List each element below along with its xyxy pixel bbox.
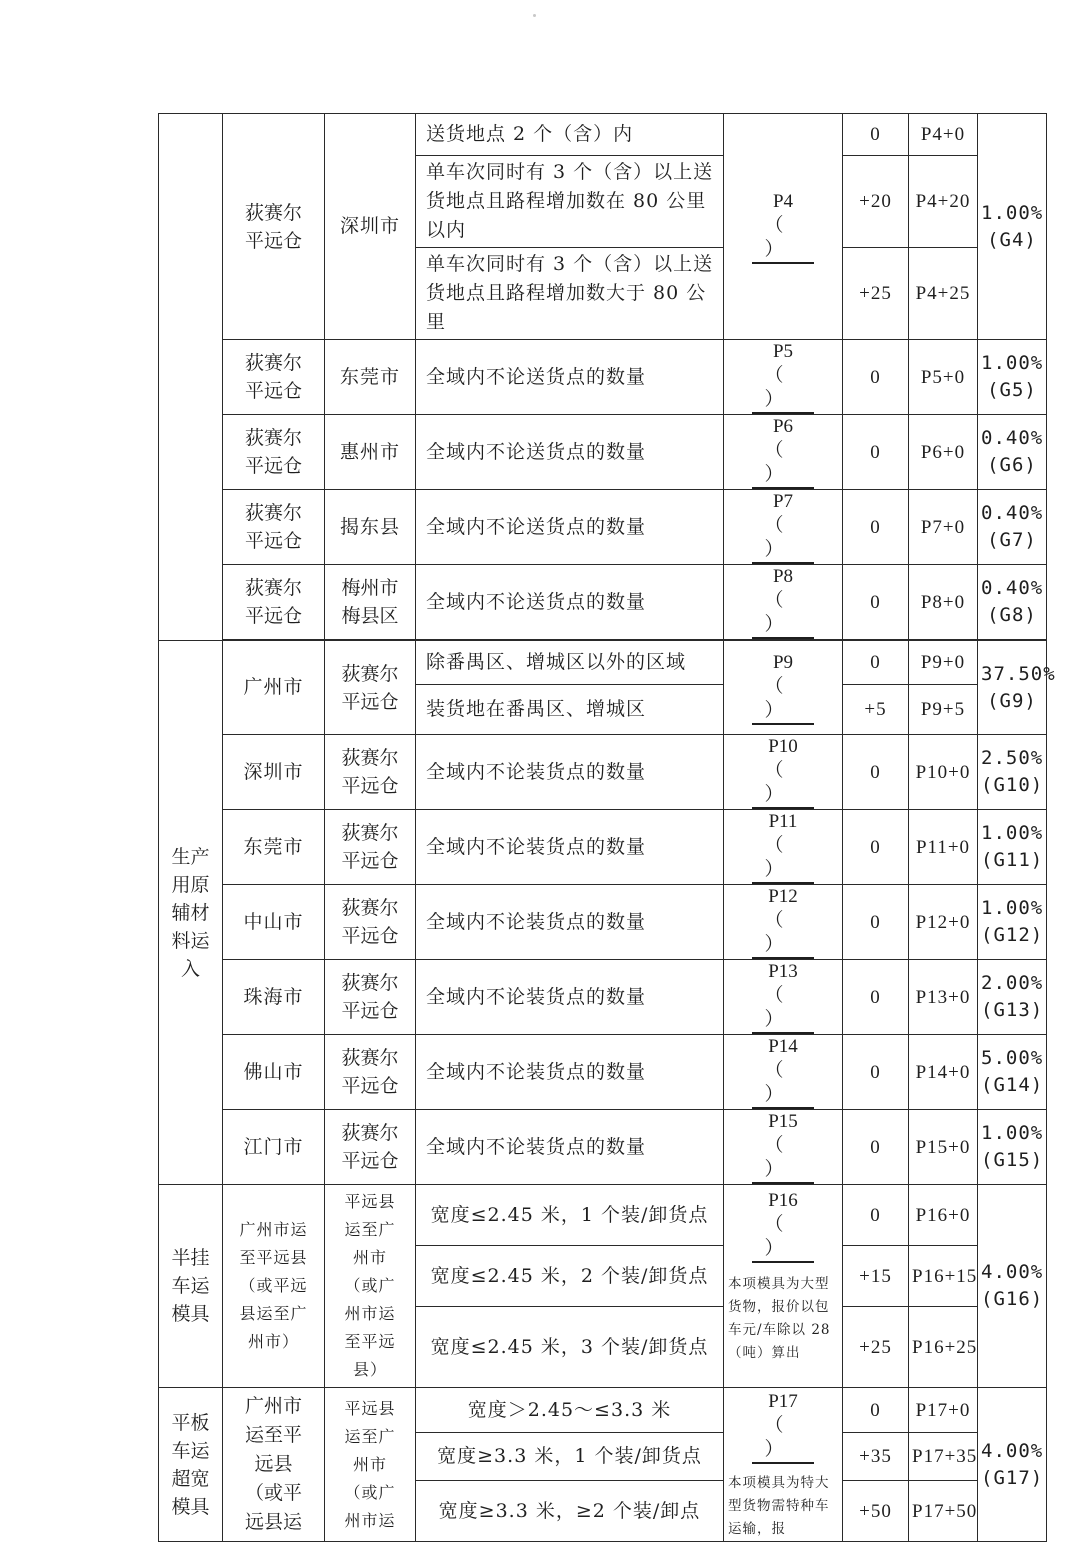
condition-cell: 单车次同时有 3 个（含）以上送货地点且路程增加数在 80 公里以内 xyxy=(416,156,724,248)
table-row xyxy=(159,1035,1047,1110)
condition-cell: 除番禺区、增城区以外的区域 xyxy=(416,641,724,685)
price-code-cell: P4 （ ） xyxy=(724,114,843,340)
formula-cell: P16+0 xyxy=(909,1185,978,1246)
increment-cell: 0 xyxy=(843,735,909,810)
formula-cell: P9+5 xyxy=(909,685,978,735)
weight-cell: 0.40% (G7) xyxy=(978,490,1047,565)
origin-cell: 深圳市 xyxy=(223,735,325,810)
origin-cell: 荻赛尔平远仓 xyxy=(223,565,325,640)
destination-cell: 揭东县 xyxy=(325,490,416,565)
increment-cell: 0 xyxy=(843,114,909,156)
price-blank[interactable]: （ ） xyxy=(752,439,814,489)
price-blank[interactable]: （ ） xyxy=(752,675,814,725)
formula-cell: P6+0 xyxy=(909,415,978,490)
condition-cell: 全域内不论装货点的数量 xyxy=(416,1110,724,1185)
price-code-cell: P6 （ ） xyxy=(724,415,843,490)
formula-cell: P4+0 xyxy=(909,114,978,156)
price-blank[interactable]: （ ） xyxy=(752,984,814,1034)
origin-cell: 佛山市 xyxy=(223,1035,325,1110)
increment-cell: 0 xyxy=(843,885,909,960)
increment-cell: +5 xyxy=(843,685,909,735)
category-cell-continued xyxy=(159,114,223,641)
formula-cell: P4+20 xyxy=(909,156,978,248)
increment-cell: 0 xyxy=(843,1185,909,1246)
table-row xyxy=(159,1185,1047,1246)
condition-cell: 全域内不论送货点的数量 xyxy=(416,340,724,415)
price-code-cell: P12 （ ） xyxy=(724,885,843,960)
condition-cell: 全域内不论装货点的数量 xyxy=(416,1035,724,1110)
destination-cell: 东莞市 xyxy=(325,340,416,415)
table-row xyxy=(159,1110,1047,1185)
price-code-cell: P16 （ ） 本项模具为大型货物，报价以包车元/车除以 28（吨）算出 xyxy=(724,1185,843,1388)
formula-cell: P8+0 xyxy=(909,565,978,640)
condition-cell: 宽度≥3.3 米，1 个装/卸货点 xyxy=(416,1433,724,1481)
weight-cell: 1.00% (G5) xyxy=(978,340,1047,415)
table-row xyxy=(159,340,1047,415)
formula-cell: P15+0 xyxy=(909,1110,978,1185)
price-code-cell: P17 （ ） 本项模具为特大型货物需特种车运输，报 xyxy=(724,1388,843,1542)
category-cell: 生产用原辅材料运入 xyxy=(159,641,223,1185)
condition-cell: 全域内不论送货点的数量 xyxy=(416,415,724,490)
increment-cell: +15 xyxy=(843,1246,909,1307)
price-blank[interactable]: （ ） xyxy=(752,759,814,809)
origin-cell: 荻赛尔平远仓 xyxy=(223,114,325,340)
increment-cell: 0 xyxy=(843,960,909,1035)
price-blank[interactable]: （ ） xyxy=(752,364,814,414)
destination-cell: 梅州市梅县区 xyxy=(325,565,416,640)
weight-cell: 2.50% (G10) xyxy=(978,735,1047,810)
origin-cell: 荻赛尔平远仓 xyxy=(223,415,325,490)
destination-cell: 荻赛尔平远仓 xyxy=(325,1110,416,1185)
condition-cell: 宽度≥3.3 米，≥2 个装/卸点 xyxy=(416,1481,724,1542)
origin-cell: 广州市运至平远县（或平远县运至广州市） xyxy=(223,1185,325,1388)
weight-cell: 0.40% (G8) xyxy=(978,565,1047,640)
formula-cell: P14+0 xyxy=(909,1035,978,1110)
origin-cell: 荻赛尔平远仓 xyxy=(223,490,325,565)
price-blank[interactable]: （ ） xyxy=(752,514,814,564)
price-code-cell: P8 （ ） xyxy=(724,565,843,640)
price-code-cell: P10 （ ） xyxy=(724,735,843,810)
table-row xyxy=(159,565,1047,640)
origin-cell: 广州市运至平远县（或平远县运 xyxy=(223,1388,325,1542)
increment-cell: +50 xyxy=(843,1481,909,1542)
increment-cell: 0 xyxy=(843,415,909,490)
origin-cell: 广州市 xyxy=(223,641,325,735)
table-row xyxy=(159,960,1047,1035)
price-blank[interactable]: （ ） xyxy=(752,1213,814,1263)
price-code-cell: P5 （ ） xyxy=(724,340,843,415)
weight-cell: 1.00% (G4) xyxy=(978,114,1047,340)
origin-cell: 东莞市 xyxy=(223,810,325,885)
increment-cell: +35 xyxy=(843,1433,909,1481)
formula-cell: P5+0 xyxy=(909,340,978,415)
price-blank[interactable]: （ ） xyxy=(752,589,814,639)
formula-cell: P16+15 xyxy=(909,1246,978,1307)
destination-cell: 荻赛尔平远仓 xyxy=(325,735,416,810)
price-code-cell: P15 （ ） xyxy=(724,1110,843,1185)
table-row xyxy=(159,1388,1047,1433)
formula-cell: P4+25 xyxy=(909,248,978,340)
origin-cell: 中山市 xyxy=(223,885,325,960)
increment-cell: 0 xyxy=(843,810,909,885)
category-cell: 平板车运超宽模具 xyxy=(159,1388,223,1542)
condition-cell: 全域内不论装货点的数量 xyxy=(416,810,724,885)
price-blank[interactable]: （ ） xyxy=(752,214,814,264)
destination-cell: 平远县运至广州市（或广州市运 xyxy=(325,1388,416,1542)
origin-cell: 珠海市 xyxy=(223,960,325,1035)
price-code-cell: P13 （ ） xyxy=(724,960,843,1035)
weight-cell: 4.00% (G17) xyxy=(978,1388,1047,1542)
price-code-cell: P7 （ ） xyxy=(724,490,843,565)
increment-cell: 0 xyxy=(843,490,909,565)
weight-cell: 5.00% (G14) xyxy=(978,1035,1047,1110)
condition-cell: 宽度≤2.45 米，3 个装/卸货点 xyxy=(416,1307,724,1388)
price-code-cell: P14 （ ） xyxy=(724,1035,843,1110)
weight-cell: 2.00% (G13) xyxy=(978,960,1047,1035)
weight-cell: 1.00% (G12) xyxy=(978,885,1047,960)
increment-cell: +25 xyxy=(843,248,909,340)
formula-cell: P17+0 xyxy=(909,1388,978,1433)
formula-cell: P12+0 xyxy=(909,885,978,960)
increment-cell: +25 xyxy=(843,1307,909,1388)
condition-cell: 全域内不论送货点的数量 xyxy=(416,490,724,565)
formula-cell: P13+0 xyxy=(909,960,978,1035)
weight-cell: 1.00% (G15) xyxy=(978,1110,1047,1185)
origin-cell: 荻赛尔平远仓 xyxy=(223,340,325,415)
destination-cell: 荻赛尔平远仓 xyxy=(325,960,416,1035)
condition-cell: 全域内不论装货点的数量 xyxy=(416,885,724,960)
price-code-cell: P11 （ ） xyxy=(724,810,843,885)
formula-cell: P9+0 xyxy=(909,641,978,685)
category-cell: 半挂车运模具 xyxy=(159,1185,223,1388)
condition-cell: 单车次同时有 3 个（含）以上送货地点且路程增加数大于 80 公里 xyxy=(416,248,724,340)
destination-cell: 深圳市 xyxy=(325,114,416,340)
formula-cell: P10+0 xyxy=(909,735,978,810)
formula-cell: P11+0 xyxy=(909,810,978,885)
price-blank[interactable]: （ ） xyxy=(752,1059,814,1109)
increment-cell: 0 xyxy=(843,1035,909,1110)
table-row xyxy=(159,114,1047,156)
weight-cell: 37.50% (G9) xyxy=(978,641,1047,735)
destination-cell: 平远县运至广州市（或广州市运至平远县） xyxy=(325,1185,416,1388)
price-code-cell: P9 （ ） xyxy=(724,641,843,735)
condition-cell: 宽度≤2.45 米，2 个装/卸货点 xyxy=(416,1246,724,1307)
condition-cell: 全域内不论装货点的数量 xyxy=(416,960,724,1035)
table-row xyxy=(159,641,1047,685)
price-blank[interactable]: （ ） xyxy=(752,1414,814,1464)
condition-cell: 全域内不论送货点的数量 xyxy=(416,565,724,640)
formula-cell: P16+25 xyxy=(909,1307,978,1388)
condition-cell: 宽度＞2.45～≤3.3 米 xyxy=(416,1388,724,1433)
price-blank[interactable]: （ ） xyxy=(752,834,814,884)
table-row xyxy=(159,885,1047,960)
origin-cell: 江门市 xyxy=(223,1110,325,1185)
increment-cell: 0 xyxy=(843,1110,909,1185)
scan-speck xyxy=(533,14,536,17)
table-row xyxy=(159,415,1047,490)
formula-cell: P17+35 xyxy=(909,1433,978,1481)
formula-cell: P7+0 xyxy=(909,490,978,565)
freight-price-table xyxy=(158,113,1056,1542)
table-row xyxy=(159,735,1047,810)
destination-cell: 荻赛尔平远仓 xyxy=(325,885,416,960)
destination-cell: 荻赛尔平远仓 xyxy=(325,641,416,735)
weight-cell: 1.00% (G11) xyxy=(978,810,1047,885)
increment-cell: 0 xyxy=(843,340,909,415)
table-row xyxy=(159,490,1047,565)
condition-cell: 送货地点 2 个（含）内 xyxy=(416,114,724,156)
destination-cell: 荻赛尔平远仓 xyxy=(325,1035,416,1110)
increment-cell: 0 xyxy=(843,641,909,685)
increment-cell: 0 xyxy=(843,565,909,640)
condition-cell: 装货地在番禺区、增城区 xyxy=(416,685,724,735)
increment-cell: 0 xyxy=(843,1388,909,1433)
destination-cell: 荻赛尔平远仓 xyxy=(325,810,416,885)
weight-cell: 0.40% (G6) xyxy=(978,415,1047,490)
price-blank[interactable]: （ ） xyxy=(752,1134,814,1184)
increment-cell: +20 xyxy=(843,156,909,248)
condition-cell: 全域内不论装货点的数量 xyxy=(416,735,724,810)
destination-cell: 惠州市 xyxy=(325,415,416,490)
weight-cell: 4.00% (G16) xyxy=(978,1185,1047,1388)
table-row xyxy=(159,810,1047,885)
formula-cell: P17+50 xyxy=(909,1481,978,1542)
price-blank[interactable]: （ ） xyxy=(752,909,814,959)
condition-cell: 宽度≤2.45 米，1 个装/卸货点 xyxy=(416,1185,724,1246)
